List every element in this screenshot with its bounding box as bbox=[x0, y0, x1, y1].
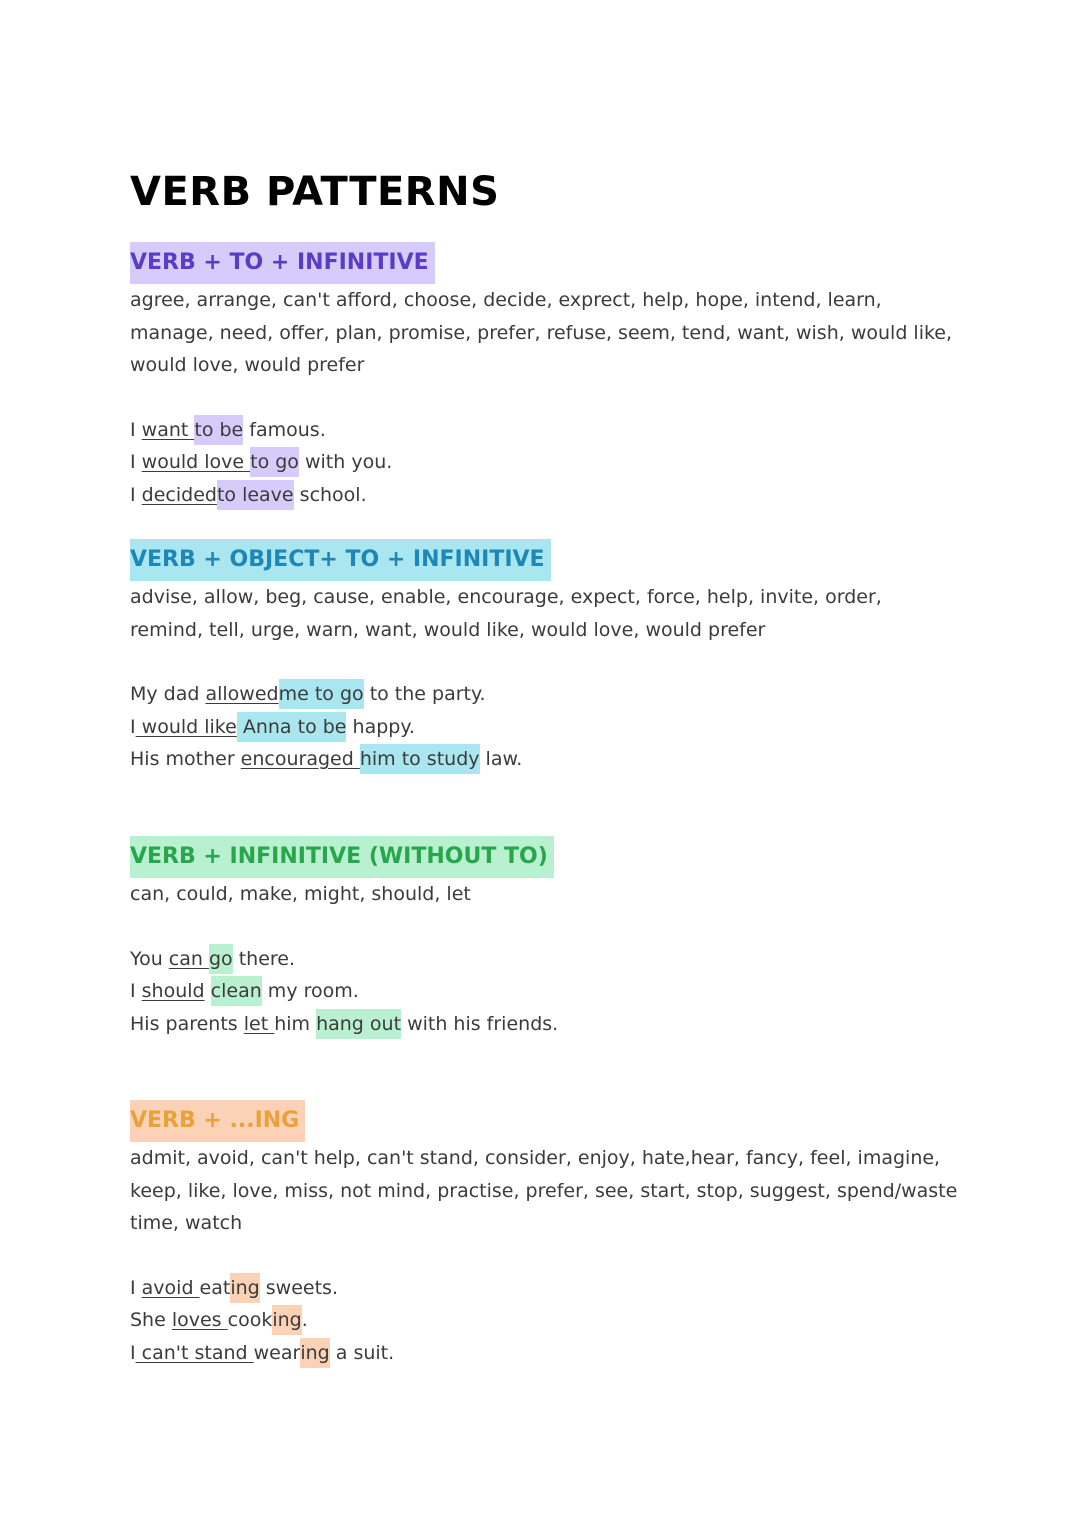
highlighted-pattern: ing bbox=[272, 1305, 301, 1335]
section-heading: VERB + OBJECT+ TO + INFINITIVE bbox=[130, 539, 551, 581]
section-verb-object-to-infinitive bbox=[130, 539, 960, 776]
document-page bbox=[130, 160, 960, 1364]
sentence-text: my room. bbox=[261, 980, 359, 1002]
examples bbox=[130, 414, 960, 512]
section-verb-to-infinitive bbox=[130, 242, 960, 511]
underlined-verb: would love bbox=[141, 451, 251, 473]
example-sentence bbox=[130, 1008, 960, 1041]
verb-list: agree, arrange, can't afford, choose, decide, exprect, help, hope, intend, learn, manage, need, offer, plan, promise, prefer, refuse, seem, tend, want, wish, would like, would love, would prefer bbox=[130, 289, 953, 376]
highlighted-pattern: ing bbox=[230, 1273, 259, 1303]
underlined-verb: want bbox=[141, 418, 195, 441]
sentence-text: She bbox=[130, 1309, 172, 1331]
sentence-text: to the party. bbox=[363, 683, 486, 705]
sentence-text: wear bbox=[253, 1341, 301, 1364]
sentence-text: a suit. bbox=[329, 1341, 395, 1364]
sentence-text: I bbox=[130, 1341, 136, 1364]
section-verb-infinitive-without-to bbox=[130, 836, 960, 1040]
sentence-text: My dad bbox=[130, 683, 206, 705]
highlighted-pattern: to be bbox=[194, 415, 243, 445]
sentence-text: him bbox=[274, 1012, 317, 1035]
underlined-verb: encouraged bbox=[240, 748, 360, 770]
examples bbox=[130, 1272, 960, 1370]
section-verb-ing bbox=[130, 1100, 960, 1369]
sentence-text: happy. bbox=[346, 715, 415, 738]
highlighted-pattern: to go bbox=[250, 447, 299, 477]
sentence-text: I bbox=[130, 715, 136, 738]
sentence-text: His mother bbox=[130, 748, 241, 770]
highlighted-pattern: ing bbox=[300, 1338, 329, 1368]
example-sentence bbox=[130, 678, 960, 711]
underlined-verb: can bbox=[168, 947, 209, 970]
verb-list: admit, avoid, can't help, can't stand, consider, enjoy, hate,hear, fancy, feel, imagine, keep, like, love, miss, not mind, practise, prefer, see, start, stop, suggest, spend/waste time, watch bbox=[130, 1147, 958, 1234]
underlined-verb: should bbox=[141, 980, 205, 1002]
example-sentence bbox=[130, 479, 960, 512]
verb-list: can, could, make, might, should, let bbox=[130, 883, 471, 905]
example-sentence bbox=[130, 414, 960, 447]
sentence-text bbox=[205, 980, 211, 1002]
sentence-text: I bbox=[130, 1276, 142, 1299]
example-sentence bbox=[130, 1304, 960, 1337]
example-sentence bbox=[130, 943, 960, 976]
highlighted-pattern: go bbox=[209, 944, 233, 974]
underlined-verb: allowed bbox=[205, 683, 279, 705]
sentence-text: there. bbox=[232, 947, 295, 970]
sentence-text: with his friends. bbox=[401, 1012, 559, 1035]
underlined-verb: loves bbox=[171, 1309, 228, 1331]
highlighted-pattern: hang out bbox=[316, 1009, 401, 1039]
underlined-verb: can't stand bbox=[135, 1341, 254, 1364]
sentence-text: school. bbox=[293, 483, 367, 506]
sentence-text: I bbox=[130, 483, 142, 506]
example-sentence bbox=[130, 711, 960, 744]
page-title: VERB PATTERNS bbox=[130, 169, 500, 215]
underlined-verb: would like bbox=[135, 715, 237, 738]
sentence-text: famous. bbox=[243, 418, 326, 441]
sentence-text: with you. bbox=[298, 451, 393, 473]
section-heading: VERB + ...ING bbox=[130, 1100, 305, 1142]
examples bbox=[130, 678, 960, 776]
sentence-text: I bbox=[130, 418, 142, 441]
example-sentence bbox=[130, 975, 960, 1008]
sentence-text: law. bbox=[479, 748, 523, 770]
underlined-verb: let bbox=[243, 1012, 275, 1035]
verb-list: advise, allow, beg, cause, enable, encourage, expect, force, help, invite, order, remind, tell, urge, warn, want, would like, would love, would prefer bbox=[130, 586, 882, 641]
highlighted-pattern: clean bbox=[211, 976, 262, 1006]
sentence-text: His parents bbox=[130, 1012, 244, 1035]
example-sentence bbox=[130, 743, 960, 776]
sentence-text: I bbox=[130, 980, 142, 1002]
highlighted-pattern: me to go bbox=[279, 679, 364, 709]
example-sentence bbox=[130, 446, 960, 479]
sentence-text: sweets. bbox=[259, 1276, 338, 1299]
section-heading: VERB + INFINITIVE (WITHOUT TO) bbox=[130, 836, 554, 878]
underlined-verb: avoid bbox=[141, 1276, 200, 1299]
sentence-text: eat bbox=[199, 1276, 231, 1299]
highlighted-pattern: him to study bbox=[360, 744, 480, 774]
sentence-text: You bbox=[130, 947, 169, 970]
sentence-text: cook bbox=[227, 1309, 273, 1331]
example-sentence bbox=[130, 1337, 960, 1370]
examples bbox=[130, 943, 960, 1041]
sentence-text: I bbox=[130, 451, 142, 473]
example-sentence bbox=[130, 1272, 960, 1305]
highlighted-pattern: Anna to be bbox=[237, 712, 347, 742]
highlighted-pattern: to leave bbox=[217, 480, 294, 510]
underlined-verb: decided bbox=[141, 483, 217, 506]
section-heading: VERB + TO + INFINITIVE bbox=[130, 242, 435, 284]
sentence-text: . bbox=[301, 1309, 308, 1331]
